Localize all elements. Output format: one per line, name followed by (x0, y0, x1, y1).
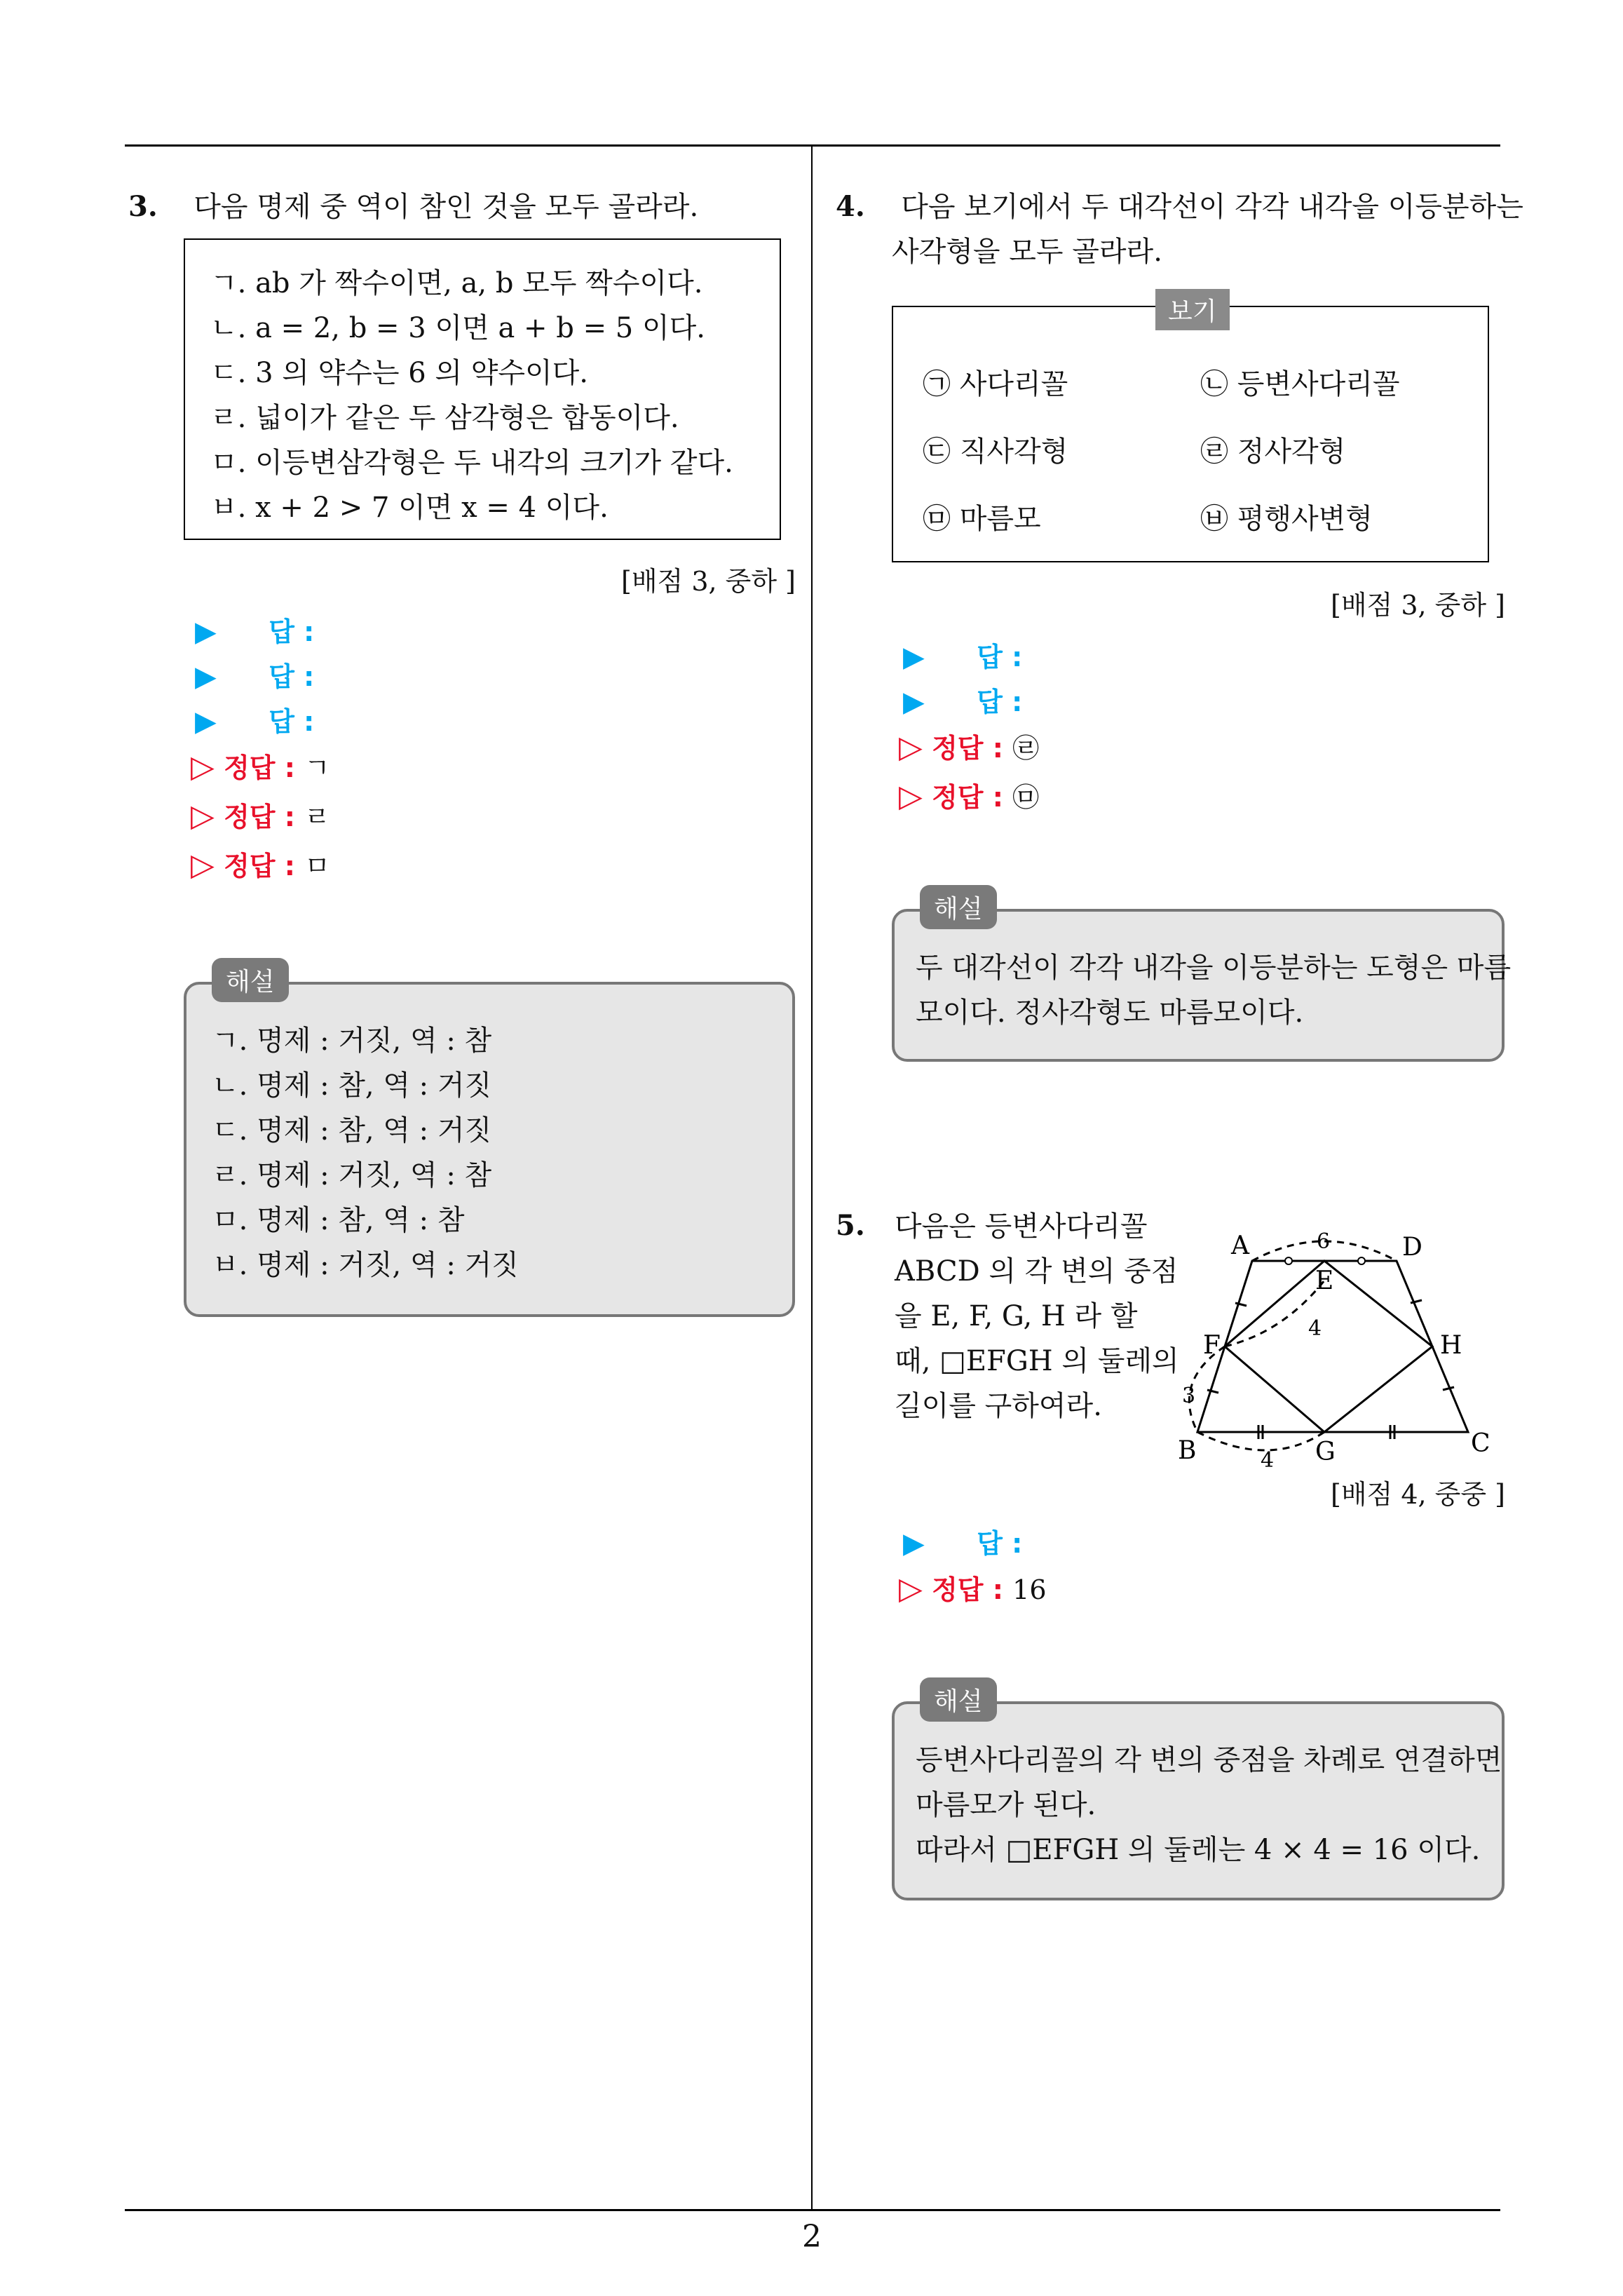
q5-question-line: 을 E, F, G, H 라 할 (895, 1300, 1138, 1332)
q3-explanation-line: ㄹ. 명제 : 거짓, 역 : 참 (212, 1159, 492, 1191)
q4-explanation-box (892, 909, 1512, 1062)
answer-label: 답 : (269, 661, 315, 692)
answer-label: 답 : (977, 1528, 1023, 1559)
q4-option: ㉥ 평행사변형 (1200, 503, 1373, 535)
correct-value: 16 (1012, 1574, 1047, 1605)
bottom-rule (125, 2209, 1500, 2211)
q3-item: ㅁ. 이등변삼각형은 두 내각의 크기가 같다. (210, 447, 733, 479)
q5-explanation-tag: 해설 (920, 1677, 997, 1722)
top-rule (125, 144, 1500, 147)
correct-label: 정답 : (932, 782, 1003, 813)
answer-label: 답 : (269, 616, 315, 647)
q3-answer-line[interactable] (195, 610, 314, 649)
q3-item: ㅂ. x + 2 > 7 이면 x = 4 이다. (210, 492, 609, 524)
q4-bogi-box (892, 306, 1489, 562)
outline-arrow-icon: ▷ (899, 729, 923, 765)
q4-option: ㉣ 정사각형 (1200, 435, 1346, 468)
label-e: E (1315, 1267, 1334, 1295)
play-arrow-icon: ▶ (903, 1527, 925, 1560)
q4-option: ㉡ 등변사다리꼴 (1200, 368, 1400, 400)
outline-arrow-icon: ▷ (191, 798, 215, 834)
label-b: B (1178, 1436, 1197, 1465)
q3-explanation-box (184, 982, 795, 1317)
correct-value: ㉣ (1012, 733, 1040, 764)
outline-arrow-icon: ▷ (899, 1571, 923, 1607)
q4-answer-line[interactable] (903, 635, 1022, 674)
length-fe: 4 (1308, 1316, 1322, 1341)
q3-item: ㄷ. 3 의 약수는 6 의 약수이다. (210, 357, 589, 389)
q5-question-line: 때, □EFGH 의 둘레의 (895, 1345, 1179, 1377)
outline-arrow-icon: ▷ (899, 778, 923, 814)
correct-value: ㅁ (304, 851, 330, 882)
q5-question-line: 다음은 등변사다리꼴 (895, 1210, 1148, 1243)
correct-value: ㄱ (304, 752, 330, 783)
play-arrow-icon: ▶ (195, 661, 217, 693)
answer-label: 답 : (977, 642, 1023, 673)
label-c: C (1471, 1429, 1490, 1458)
q5-correct-line (899, 1568, 1047, 1607)
page-number: 2 (802, 2219, 822, 2255)
label-d: D (1402, 1233, 1422, 1262)
q4-explanation-tag: 해설 (920, 885, 997, 929)
q5-number: 5. (836, 1209, 865, 1242)
play-arrow-icon: ▶ (195, 705, 217, 738)
label-h: H (1440, 1331, 1462, 1360)
q3-score: [배점 3, 중하 ] (621, 566, 796, 597)
q5-question-line: ABCD 의 각 변의 중점 (895, 1255, 1179, 1288)
q4-explanation-line: 모이다. 정사각형도 마름모이다. (916, 997, 1304, 1029)
correct-value: ㄹ (304, 802, 330, 832)
play-arrow-icon: ▶ (903, 686, 925, 718)
q3-number: 3. (128, 190, 158, 223)
q4-correct-line (899, 776, 1039, 814)
label-g: G (1315, 1438, 1336, 1466)
correct-label: 정답 : (224, 802, 295, 832)
q3-answer-line[interactable] (195, 700, 314, 738)
correct-label: 정답 : (224, 752, 295, 783)
column-divider (811, 144, 813, 2210)
length-left: 3 (1182, 1384, 1196, 1408)
q3-explanation-line: ㅁ. 명제 : 참, 역 : 참 (212, 1204, 465, 1236)
q3-item: ㄱ. ab 가 짝수이면, a, b 모두 짝수이다. (210, 267, 703, 299)
q5-explanation-line: 마름모가 된다. (916, 1789, 1096, 1821)
correct-label: 정답 : (224, 851, 295, 882)
q4-header (836, 184, 1523, 230)
correct-label: 정답 : (932, 1574, 1003, 1605)
q3-explanation-tag: 해설 (212, 958, 289, 1002)
q3-items-box (184, 238, 781, 540)
q3-correct-line (191, 795, 330, 834)
q4-option: ㉢ 직사각형 (923, 435, 1068, 468)
q4-question-line1: 다음 보기에서 두 대각선이 각각 내각을 이등분하는 (901, 191, 1523, 223)
play-arrow-icon: ▶ (903, 641, 925, 673)
label-f: F (1203, 1331, 1221, 1360)
q5-explanation-line: 따라서 □EFGH 의 둘레는 4 × 4 = 16 이다. (916, 1834, 1481, 1866)
q4-option: ㉤ 마름모 (923, 503, 1041, 535)
q3-question: 다음 명제 중 역이 참인 것을 모두 골라라. (193, 191, 699, 223)
q4-bogi-tag: 보기 (1155, 289, 1230, 330)
q5-explanation-line: 등변사다리꼴의 각 변의 중점을 차례로 연결하면 (916, 1744, 1502, 1776)
q3-explanation-line: ㄴ. 명제 : 참, 역 : 거짓 (212, 1069, 492, 1102)
q4-correct-line (899, 727, 1039, 765)
q3-correct-line (191, 746, 330, 785)
trapezoid-figure (1178, 1213, 1507, 1473)
q5-answer-line[interactable] (903, 1522, 1022, 1560)
q4-score: [배점 3, 중하 ] (1331, 590, 1505, 621)
length-top: 6 (1317, 1229, 1331, 1254)
q4-explanation-line: 두 대각선이 각각 내각을 이등분하는 도형은 마름 (916, 952, 1512, 984)
q4-answer-line[interactable] (903, 680, 1022, 719)
q3-explanation-line: ㅂ. 명제 : 거짓, 역 : 거짓 (212, 1249, 519, 1281)
q3-correct-line (191, 844, 330, 883)
q4-question-line2: 사각형을 모두 골라라. (892, 236, 1162, 268)
q5-score: [배점 4, 중중 ] (1331, 1479, 1505, 1510)
correct-value: ㉤ (1012, 782, 1040, 813)
outline-arrow-icon: ▷ (191, 847, 215, 883)
label-a: A (1231, 1231, 1249, 1260)
outline-arrow-icon: ▷ (191, 749, 215, 785)
q5-question-line: 길이를 구하여라. (895, 1390, 1102, 1422)
length-bottom: 4 (1261, 1448, 1275, 1473)
q3-header (128, 184, 698, 230)
q3-explanation-line: ㄱ. 명제 : 거짓, 역 : 참 (212, 1025, 492, 1057)
q4-number: 4. (836, 190, 865, 223)
q3-item: ㄹ. 넓이가 같은 두 삼각형은 합동이다. (210, 402, 679, 434)
play-arrow-icon: ▶ (195, 616, 217, 648)
correct-label: 정답 : (932, 733, 1003, 764)
q4-option: ㉠ 사다리꼴 (923, 368, 1068, 400)
q3-explanation-line: ㄷ. 명제 : 참, 역 : 거짓 (212, 1114, 492, 1147)
q5-explanation-box (892, 1701, 1505, 1900)
answer-label: 답 : (269, 706, 315, 737)
q3-item: ㄴ. a = 2, b = 3 이면 a + b = 5 이다. (210, 312, 705, 344)
answer-label: 답 : (977, 687, 1023, 717)
q3-answer-line[interactable] (195, 655, 314, 694)
